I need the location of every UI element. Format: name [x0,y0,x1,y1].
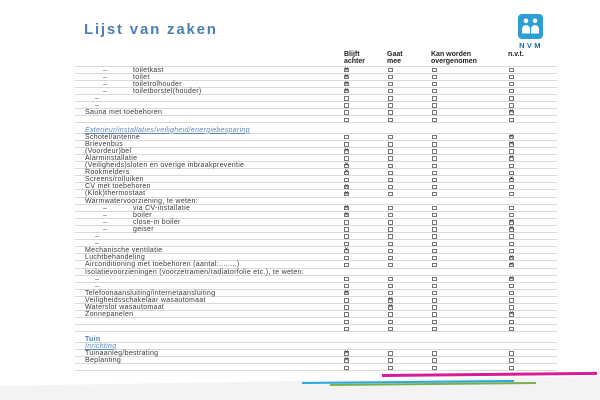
checkbox[interactable] [388,358,393,362]
checkbox[interactable] [432,103,437,107]
checkbox[interactable] [388,185,393,189]
check-mark: ✕ [509,141,515,148]
table-row [75,240,557,247]
check-mark: ✕ [344,211,350,218]
checkbox[interactable] [344,103,349,107]
row-label: Airconditioning met toebehoren (aantal:........) [85,261,240,269]
checkbox[interactable] [432,277,437,281]
check-mark: ✕ [344,162,350,169]
checkbox[interactable] [432,351,437,355]
checkbox[interactable] [388,263,393,267]
checkbox[interactable] [344,178,349,182]
row-label: (Voordeur)bel [85,147,132,155]
table-row [75,325,557,332]
checkbox[interactable] [344,327,349,331]
table-row [75,212,557,219]
check-mark: ✕ [509,133,515,140]
dash-mark: – [103,87,107,95]
checkbox[interactable] [432,96,437,100]
checkbox[interactable] [388,110,393,114]
row-label: Isolatievoorzieningen (voorzetramen/radiatorfolie etc.), te weten: [85,268,305,276]
table-row [75,254,557,261]
row-label: Tuin [85,335,101,343]
checkbox[interactable] [344,366,349,370]
items-table [75,66,557,372]
dash-mark: – [103,225,107,233]
row-label: Screens/rolluiken [85,176,144,184]
checkbox[interactable] [388,291,393,295]
checkbox[interactable] [509,291,514,295]
table-row [75,350,557,357]
table-row [75,233,557,240]
table-row [75,102,557,109]
table-row [75,261,557,268]
nvm-logo-icon [518,14,543,39]
column-header-kan-worden-overgenomen [431,51,477,65]
checkbox[interactable] [509,298,514,302]
table-row [75,141,557,148]
column-header-line: mee [387,58,402,65]
checkbox[interactable] [432,164,437,168]
checkbox[interactable] [388,118,393,122]
checkbox[interactable] [509,192,514,196]
checkbox[interactable] [388,82,393,86]
table-row [75,219,557,226]
table-row [75,364,557,371]
check-mark: ✕ [344,148,350,155]
row-label: Sauna met toebehoren [85,109,163,117]
checkbox[interactable] [509,358,514,362]
column-header-blijft-achter [344,51,365,65]
table-row [75,95,557,102]
row-label: toiletkast [133,66,164,74]
checkbox[interactable] [344,220,349,224]
checkbox[interactable] [432,327,437,331]
checkbox[interactable] [388,242,393,246]
checkbox[interactable] [509,118,514,122]
table-row [75,169,557,176]
checkbox[interactable] [388,135,393,139]
table-row [75,155,557,162]
row-label: Exterieur/installaties/veiligheid/energiebesparing [85,126,250,134]
column-header-line: Blijft [344,51,360,58]
checkbox[interactable] [432,298,437,302]
row-label: CV met toebehoren [85,183,151,191]
section-header-row [75,343,557,350]
row-label: Telefoonaansluiting/internetaansluiting [85,289,216,297]
checkbox[interactable] [432,68,437,72]
checkbox[interactable] [388,234,393,238]
check-mark: ✕ [344,190,350,197]
row-label: toiletrolhouder [133,80,182,88]
checkbox[interactable] [388,103,393,107]
dash-mark: – [95,94,99,102]
checkbox[interactable] [388,156,393,160]
checkbox[interactable] [388,164,393,168]
checkbox[interactable] [432,227,437,231]
check-mark: ✕ [388,297,394,304]
row-label: Tuinaanleg/bestrating [85,349,159,357]
table-row [75,116,557,123]
checkbox[interactable] [388,213,393,217]
checkbox[interactable] [432,110,437,114]
page-title: Lijst van zaken [84,21,218,38]
table-row [75,109,557,116]
checkbox[interactable] [432,249,437,253]
checkbox[interactable] [388,171,393,175]
checkbox[interactable] [432,89,437,93]
checkbox[interactable] [344,227,349,231]
checkbox[interactable] [388,327,393,331]
row-label: boiler [133,211,152,219]
column-header-line: Gaat [387,51,403,58]
table-row [75,176,557,183]
table-row [75,276,557,283]
check-mark: ✕ [509,254,515,261]
checkbox[interactable] [344,156,349,160]
checkbox[interactable] [509,171,514,175]
table-row [75,81,557,88]
nvm-logo-text: NVM [519,41,543,50]
checkbox[interactable] [432,213,437,217]
table-rows [75,67,557,372]
table-row [75,357,557,364]
checkbox[interactable] [432,178,437,182]
checkbox[interactable] [388,68,393,72]
checkbox[interactable] [509,149,514,153]
column-header-line: achter [344,58,366,65]
check-mark: ✕ [509,109,515,116]
checkbox[interactable] [432,284,437,288]
checkbox[interactable] [509,213,514,217]
dash-mark: – [95,275,99,283]
check-mark: ✕ [344,247,350,254]
dash-mark: – [103,73,107,81]
checkbox[interactable] [509,366,514,370]
checkbox[interactable] [509,320,514,324]
row-label: close-in boiler [133,218,181,226]
table-row [75,304,557,311]
row-label: Mechanische ventilatie [85,247,163,255]
checkbox[interactable] [388,277,393,281]
checkbox[interactable] [509,75,514,79]
check-mark: ✕ [509,261,515,268]
check-mark: ✕ [509,219,515,226]
column-header-line: overgenomen [431,58,477,65]
checkbox[interactable] [388,206,393,210]
checkbox[interactable] [344,320,349,324]
row-label: Luchtbehandeling [85,254,146,262]
row-label: via CV-installatie [133,204,191,212]
nvm-logo [516,14,544,50]
dash-mark: – [95,233,99,241]
check-mark: ✕ [344,80,350,87]
table-row [75,205,557,212]
checkbox[interactable] [388,320,393,324]
checkbox[interactable] [432,312,437,316]
column-header-line: n.v.t. [508,51,524,58]
checkbox[interactable] [388,178,393,182]
checkbox[interactable] [509,185,514,189]
checkbox[interactable] [344,284,349,288]
section-header-row [75,336,557,343]
checkbox[interactable] [388,96,393,100]
checkbox[interactable] [344,118,349,122]
checkbox[interactable] [432,234,437,238]
row-label: (Veiligheids)sloten en overige inbraakpreventie [85,162,245,170]
row-label: toiletborstel(houder) [133,87,202,95]
checkbox[interactable] [432,305,437,309]
checkbox[interactable] [344,96,349,100]
checkbox[interactable] [509,164,514,168]
checkbox[interactable] [432,185,437,189]
checkbox[interactable] [388,351,393,355]
checkbox[interactable] [388,249,393,253]
checkbox[interactable] [388,256,393,260]
checkbox[interactable] [344,234,349,238]
checkbox[interactable] [388,220,393,224]
column-header-line: Kan worden [431,51,472,58]
checkbox[interactable] [432,82,437,86]
row-label: Rookmelders [85,169,130,177]
checkbox[interactable] [432,358,437,362]
dash-mark: – [95,282,99,290]
checkbox[interactable] [509,82,514,86]
table-row [75,183,557,190]
row-label: Waterslot wasautomaat [85,303,165,311]
check-mark: ✕ [509,275,515,282]
table-row [75,67,557,74]
checkbox[interactable] [432,149,437,153]
checkbox[interactable] [432,256,437,260]
check-mark: ✕ [509,176,515,183]
check-mark: ✕ [388,304,394,311]
column-header-nvt [508,51,524,58]
checkbox[interactable] [344,256,349,260]
checkbox[interactable] [388,149,393,153]
dash-mark: – [103,218,107,226]
checkbox[interactable] [432,142,437,146]
checkbox[interactable] [432,263,437,267]
checkbox[interactable] [432,206,437,210]
checkbox[interactable] [432,118,437,122]
checkbox[interactable] [509,242,514,246]
checkbox[interactable] [509,305,514,309]
checkbox[interactable] [509,327,514,331]
checkbox[interactable] [509,249,514,253]
checkbox[interactable] [344,242,349,246]
section-header-row [75,127,557,134]
checkbox[interactable] [432,320,437,324]
checkbox[interactable] [509,351,514,355]
dash-mark: – [95,101,99,109]
check-mark: ✕ [509,311,515,318]
checkbox[interactable] [432,135,437,139]
checkbox[interactable] [432,75,437,79]
checkbox[interactable] [344,142,349,146]
section-header-row [75,198,557,205]
checkbox[interactable] [344,298,349,302]
table-row [75,247,557,254]
checkbox[interactable] [432,242,437,246]
checkbox[interactable] [388,312,393,316]
checkbox[interactable] [344,135,349,139]
checkbox[interactable] [388,89,393,93]
checkbox[interactable] [509,68,514,72]
check-mark: ✕ [344,204,350,211]
check-mark: ✕ [344,289,350,296]
checkbox[interactable] [344,263,349,267]
checkbox[interactable] [388,142,393,146]
check-mark: ✕ [344,87,350,94]
row-label: Brievenbus [85,140,124,148]
checkbox[interactable] [432,220,437,224]
checkbox[interactable] [509,234,514,238]
column-header-gaat-mee [387,51,403,65]
table-row [75,297,557,304]
checkbox[interactable] [344,312,349,316]
checkbox[interactable] [432,366,437,370]
table-row [75,88,557,95]
table-row [75,311,557,318]
checkbox[interactable] [509,89,514,93]
checkbox[interactable] [388,284,393,288]
row-label: (Klok)thermostaat [85,190,146,198]
check-mark: ✕ [509,155,515,162]
checkbox[interactable] [432,192,437,196]
row-label: Beplanting [85,357,122,365]
row-label: Schotel/antenne [85,133,141,141]
checkbox[interactable] [509,103,514,107]
checkbox[interactable] [509,206,514,210]
row-label: toilet [133,73,150,81]
checkbox[interactable] [388,227,393,231]
table-row [75,290,557,297]
checkbox[interactable] [344,277,349,281]
checkbox[interactable] [432,156,437,160]
checkbox[interactable] [388,366,393,370]
dash-mark: – [103,80,107,88]
table-row [75,162,557,169]
checkbox[interactable] [388,75,393,79]
check-mark: ✕ [344,357,350,364]
checkbox[interactable] [344,110,349,114]
row-label: Inrichting [85,342,117,350]
table-row [75,190,557,197]
dash-mark: – [103,211,107,219]
checkbox[interactable] [509,96,514,100]
check-mark: ✕ [344,350,350,357]
row-label: Zonnepanelen [85,311,134,319]
dash-mark: – [95,240,99,248]
checkbox[interactable] [344,305,349,309]
table-row [75,74,557,81]
check-mark: ✕ [344,66,350,73]
check-mark: ✕ [344,73,350,80]
dash-mark: – [103,204,107,212]
check-mark: ✕ [509,226,515,233]
row-label: Veiligheidsschakelaar wasautomaat [85,296,206,304]
dash-mark: – [103,66,107,74]
row-label: geiser [133,225,154,233]
check-mark: ✕ [344,169,350,176]
checkbox[interactable] [432,291,437,295]
row-label: Warmwatervoorziening, te weten: [85,197,198,205]
page-edge [0,375,600,400]
table-row [75,134,557,141]
table-row [75,318,557,325]
checkbox[interactable] [388,192,393,196]
row-label: Alarminstallatie [85,155,138,163]
checkbox[interactable] [509,284,514,288]
table-row [75,148,557,155]
table-row [75,226,557,233]
check-mark: ✕ [344,183,350,190]
table-row [75,283,557,290]
section-header-row [75,269,557,276]
checkbox[interactable] [432,171,437,175]
